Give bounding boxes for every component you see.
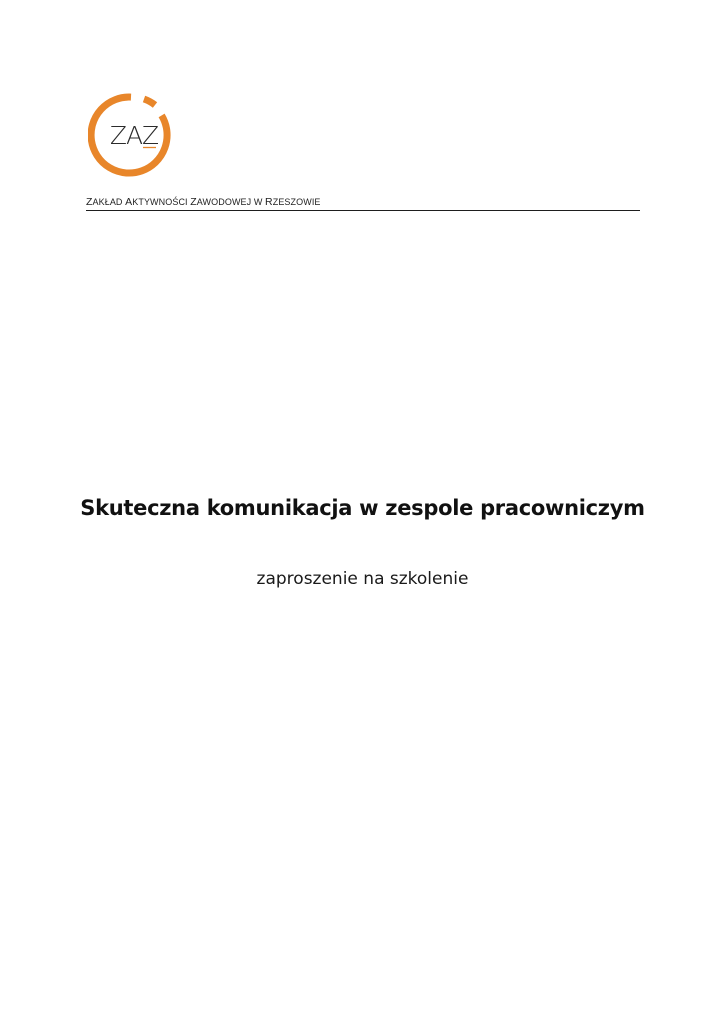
organization-name: ZAKŁAD AKTYWNOŚCI ZAWODOWEJ W RZESZOWIE — [86, 196, 321, 208]
document-title: Skuteczna komunikacja w zespole pracowniczym — [80, 496, 645, 520]
logo-text: ZAZ — [109, 121, 159, 150]
header-divider — [86, 210, 640, 211]
document-subtitle: zaproszenie na szkolenie — [256, 569, 469, 589]
zaz-logo — [88, 92, 180, 178]
